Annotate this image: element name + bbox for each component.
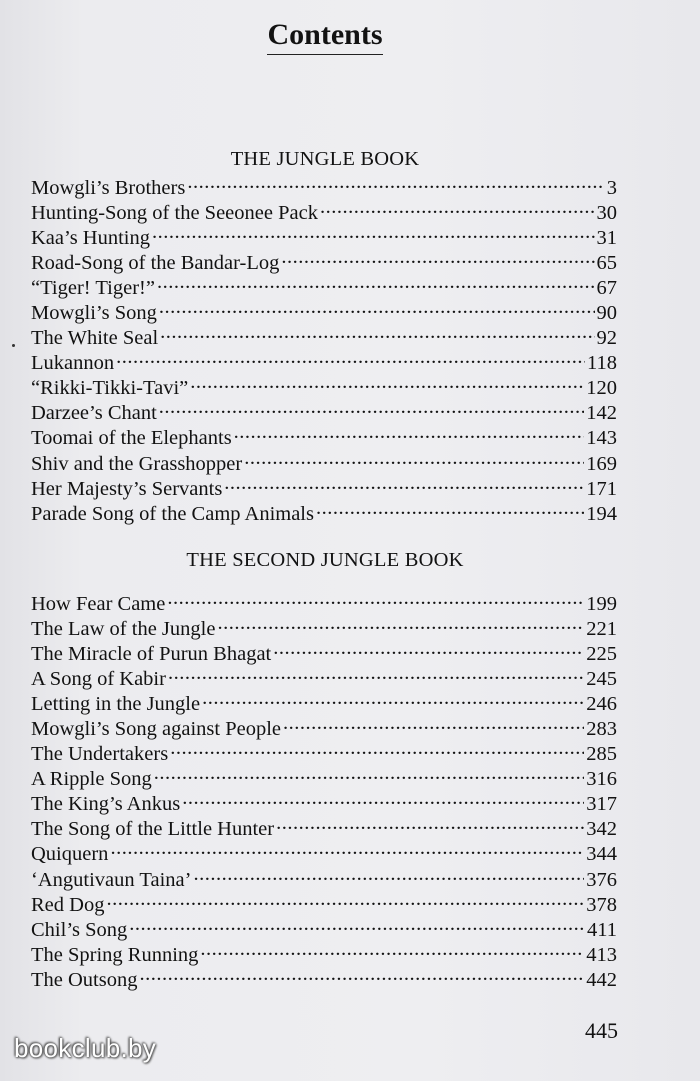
toc-entry [31,915,617,940]
toc-entry-title: A Ripple Song [31,768,152,791]
toc-entry-page: 118 [587,352,617,375]
contents-title: Contents [0,18,650,55]
dot-leader [273,639,584,660]
toc-entry-page: 245 [586,667,617,690]
dot-leader [224,474,584,495]
dot-leader [193,865,584,886]
dot-leader [106,890,584,911]
dot-leader [157,273,595,294]
toc-entry-page: 194 [586,502,617,525]
toc-entry [31,474,617,499]
toc-entry [31,840,617,865]
toc-entry-title: The White Seal [31,327,159,350]
toc-entry-page: 376 [586,868,617,891]
toc-entry [31,424,617,449]
toc-entry-title: The Song of the Little Hunter [31,818,275,841]
toc-entry-page: 283 [586,717,617,740]
dot-leader [139,965,584,986]
toc-entry [31,248,617,273]
toc-entry-title: How Fear Came [31,592,166,615]
toc-entry-title: Mowgli’s Song against People [31,717,281,740]
toc-entry [31,790,617,815]
toc-entry [31,499,617,524]
toc-entry [31,639,617,664]
toc-entry [31,273,617,298]
toc-entry-title: “Tiger! Tiger!” [31,276,155,299]
toc-entry-page: 30 [596,201,617,224]
toc-entry [31,765,617,790]
toc-entry [31,223,617,248]
toc-entry-page: 378 [586,893,617,916]
toc-entry-title: Mowgli’s Brothers [31,176,186,199]
toc-entry-page: 169 [586,452,617,475]
dot-leader [316,499,584,520]
toc-entry [31,664,617,689]
dot-leader [202,689,584,710]
toc-entry-page: 199 [586,592,617,615]
toc-entry [31,324,617,349]
dot-leader [187,173,604,194]
watermark-logo: bookclub.by [14,1033,157,1063]
toc-entry-title: The Undertakers [31,743,169,766]
toc-entry [31,689,617,714]
dot-leader [200,940,584,961]
toc-entry-title: The Miracle of Purun Bhagat [31,642,272,665]
dot-leader [281,248,594,269]
toc-entry [31,449,617,474]
dot-leader [320,198,595,219]
toc-entry-page: 246 [586,692,617,715]
toc-entry-page: 67 [596,276,617,299]
toc-entry-page: 225 [586,642,617,665]
toc-entry [31,865,617,890]
toc-entry-page: 317 [586,793,617,816]
toc-entry-page: 413 [586,943,617,966]
toc-entry-title: Hunting-Song of the Seeonee Pack [31,201,318,224]
toc-entry-title: Her Majesty’s Servants [31,477,223,500]
toc-entry-title: The Spring Running [31,943,199,966]
toc-entry-title: Shiv and the Grasshopper [31,452,243,475]
dot-leader [182,790,584,811]
dot-leader [160,324,594,345]
toc-entry-page: 221 [586,617,617,640]
dot-leader [152,223,595,244]
toc-entry [31,940,617,965]
toc-entry-title: A Song of Kabir [31,667,166,690]
toc-entry-page: 342 [586,818,617,841]
toc-entry-title: Red Dog [31,893,105,916]
dot-leader [190,374,584,395]
dot-leader [110,840,584,861]
toc-entry-page: 143 [586,427,617,450]
toc-entry-page: 31 [596,226,617,249]
toc-entry [31,298,617,323]
toc-entry-title: The King’s Ankus [31,793,181,816]
toc-entry-page: 285 [586,743,617,766]
toc-entry-title: The Law of the Jungle [31,617,216,640]
toc-entry-title: ‘Angutivaun Taina’ [31,868,192,891]
toc-entry-page: 442 [586,968,617,991]
dot-leader [159,298,595,319]
toc-entry-title: Letting in the Jungle [31,692,201,715]
dot-leader [167,589,584,610]
toc-entry [31,965,617,990]
dot-leader [154,765,585,786]
toc-entry-page: 65 [596,251,617,274]
toc-entry [31,714,617,739]
dot-leader [234,424,585,445]
toc-entry-page: 92 [596,327,617,350]
toc-entry [31,374,617,399]
toc-entry [31,349,617,374]
toc-entry-title: Kaa’s Hunting [31,226,150,249]
section-heading-jungle-book: THE JUNGLE BOOK [230,148,420,170]
stray-print-dot [12,344,15,347]
toc-entry [31,890,617,915]
toc-entry-title: Chil’s Song [31,918,128,941]
toc-entry-page: 120 [586,377,617,400]
toc-list-second-jungle-book [31,589,617,991]
dot-leader [159,399,584,420]
toc-entry-title: Mowgli’s Song [31,301,157,324]
dot-leader [244,449,584,470]
dot-leader [116,349,585,370]
toc-entry-title: Darzee’s Chant [31,402,157,425]
dot-leader [217,614,584,635]
dot-leader [129,915,585,936]
dot-leader [283,714,584,735]
toc-entry-title: The Outsong [31,968,138,991]
toc-entry-title: Quiquern [31,843,109,866]
section-heading-second-jungle-book: THE SECOND JUNGLE BOOK [186,549,464,571]
toc-entry-page: 316 [586,768,617,791]
toc-entry-page: 171 [586,477,617,500]
toc-entry [31,173,617,198]
page-number: 445 [585,1018,618,1043]
toc-entry-title: Toomai of the Elephants [31,427,232,450]
toc-entry-page: 142 [586,402,617,425]
toc-entry-title: “Rikki-Tikki-Tavi” [31,377,189,400]
dot-leader [168,664,584,685]
toc-entry [31,614,617,639]
toc-entry-title: Lukannon [31,352,115,375]
dot-leader [170,740,584,761]
toc-entry [31,740,617,765]
toc-entry-page: 344 [586,843,617,866]
toc-entry [31,198,617,223]
dot-leader [276,815,584,836]
toc-entry [31,589,617,614]
toc-entry [31,399,617,424]
toc-entry [31,815,617,840]
toc-entry-title: Parade Song of the Camp Animals [31,502,314,525]
toc-list-jungle-book [31,173,617,524]
toc-entry-page: 90 [596,301,617,324]
toc-entry-title: Road-Song of the Bandar-Log [31,251,280,274]
toc-entry-page: 411 [587,918,617,941]
toc-entry-page: 3 [606,176,617,199]
